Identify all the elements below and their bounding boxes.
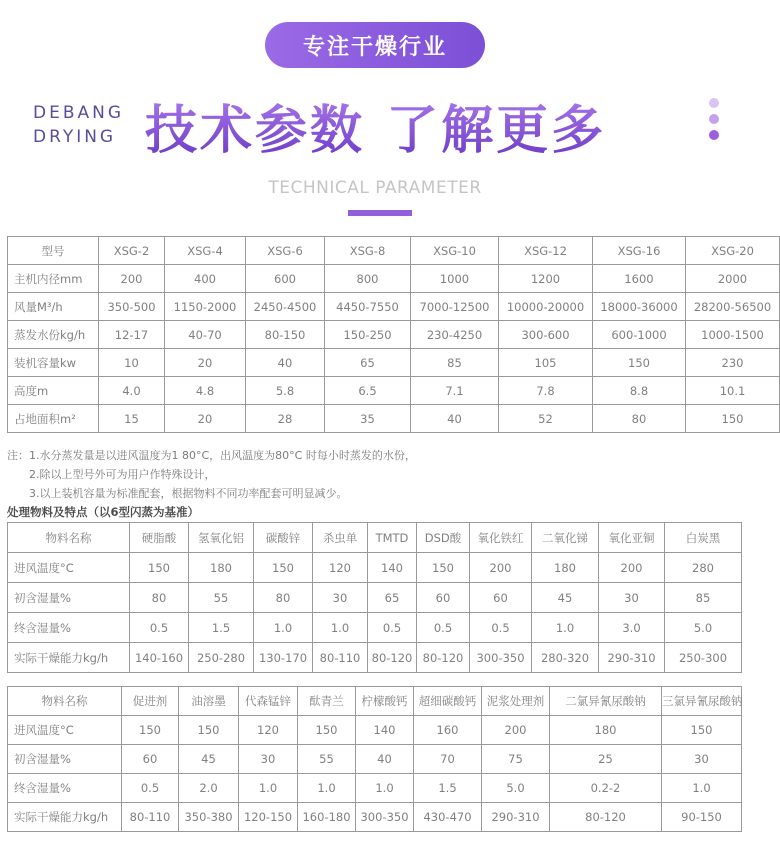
- table-row: [8, 687, 742, 716]
- materials-table-1: [7, 522, 742, 673]
- table-cell: 120: [239, 716, 298, 745]
- note-line-1: 注：1.水分蒸发量是以进风温度为1 80°C，出风温度为80°C 时每小时蒸发的水份，: [7, 449, 416, 462]
- header-cell: 杀虫单: [313, 523, 368, 553]
- table-cell: 5.8: [246, 377, 325, 405]
- row-label-cell: 进风温度°C: [8, 716, 122, 745]
- dot-icon-3: [709, 130, 719, 140]
- table-cell: 5.0: [482, 774, 550, 803]
- table-cell: 35: [325, 405, 411, 433]
- table-cell: 150: [417, 553, 470, 583]
- header-cell: 白炭黑: [665, 523, 742, 553]
- header-cell: 酞青兰: [298, 687, 356, 716]
- table-cell: 65: [325, 349, 411, 377]
- table-cell: 350-500: [99, 293, 165, 321]
- table-cell: 2.0: [179, 774, 239, 803]
- table-cell: 30: [599, 583, 665, 613]
- table-cell: 200: [470, 553, 532, 583]
- table-cell: 4.8: [165, 377, 246, 405]
- table-cell: 200: [599, 553, 665, 583]
- table-cell: 80-120: [417, 643, 470, 673]
- table-row: [8, 774, 742, 803]
- row-label-cell: 终含湿量%: [8, 774, 122, 803]
- table-row: [8, 745, 742, 774]
- spec-table: [7, 236, 780, 433]
- table-cell: 80-120: [550, 803, 662, 832]
- table-cell: 85: [411, 349, 499, 377]
- table-cell: 40-70: [165, 321, 246, 349]
- table-cell: 1150-2000: [165, 293, 246, 321]
- row-label-cell: 物料名称: [8, 687, 122, 716]
- table-cell: 160-180: [298, 803, 356, 832]
- slogan-pill: 专注干燥行业: [265, 22, 485, 68]
- table-row: [8, 643, 742, 673]
- header-cell: 三氯异氰尿酸钠: [662, 687, 742, 716]
- header-cell: XSG-12: [499, 237, 593, 265]
- table-cell: 180: [532, 553, 599, 583]
- row-label-cell: 装机容量kw: [8, 349, 99, 377]
- table-cell: 60: [417, 583, 470, 613]
- table-cell: 18000-36000: [593, 293, 686, 321]
- table-row: [8, 613, 742, 643]
- table-cell: 80: [593, 405, 686, 433]
- table-cell: 130-170: [254, 643, 313, 673]
- table-cell: 1000-1500: [686, 321, 780, 349]
- table-cell: 8.8: [593, 377, 686, 405]
- note-line-3: 3.以上装机容量为标准配套，根据物料不同功率配套可明显减少。: [29, 487, 348, 500]
- table-row: [8, 293, 780, 321]
- table-cell: 200: [99, 265, 165, 293]
- header-cell: 氧化亚铜: [599, 523, 665, 553]
- table-cell: 250-300: [665, 643, 742, 673]
- table-cell: 40: [356, 745, 414, 774]
- row-label-cell: 主机内径mm: [8, 265, 99, 293]
- table-cell: 7000-12500: [411, 293, 499, 321]
- table-cell: 200: [482, 716, 550, 745]
- table-cell: 230: [686, 349, 780, 377]
- table-cell: 140-160: [130, 643, 189, 673]
- row-label-cell: 风量M³/h: [8, 293, 99, 321]
- table-cell: 7.1: [411, 377, 499, 405]
- table-cell: 160: [414, 716, 482, 745]
- table-cell: 80: [254, 583, 313, 613]
- table-cell: 290-310: [599, 643, 665, 673]
- row-label-cell: 占地面积m²: [8, 405, 99, 433]
- table-cell: 80-110: [122, 803, 179, 832]
- table-cell: 10: [99, 349, 165, 377]
- table-cell: 280: [665, 553, 742, 583]
- table-cell: 2000: [686, 265, 780, 293]
- table-cell: 0.5: [130, 613, 189, 643]
- table-cell: 140: [356, 716, 414, 745]
- table-cell: 150: [122, 716, 179, 745]
- table-cell: 0.5: [417, 613, 470, 643]
- table-cell: 250-280: [189, 643, 254, 673]
- table-cell: 80: [130, 583, 189, 613]
- header-cell: XSG-20: [686, 237, 780, 265]
- table-cell: 3.0: [599, 613, 665, 643]
- section-subtitle: TECHNICAL PARAMETER: [268, 178, 482, 198]
- table-cell: 430-470: [414, 803, 482, 832]
- table-cell: 0.5: [470, 613, 532, 643]
- header-cell: 超细碳酸钙: [414, 687, 482, 716]
- table-cell: 150: [662, 716, 742, 745]
- table-cell: 300-600: [499, 321, 593, 349]
- table-cell: 12-17: [99, 321, 165, 349]
- table-cell: 20: [165, 349, 246, 377]
- table-cell: 600: [246, 265, 325, 293]
- table-cell: 1200: [499, 265, 593, 293]
- table-cell: 120: [313, 553, 368, 583]
- row-label-cell: 型号: [8, 237, 99, 265]
- table-cell: 30: [662, 745, 742, 774]
- table-cell: 60: [122, 745, 179, 774]
- table-cell: 150: [130, 553, 189, 583]
- table-cell: 1.0: [356, 774, 414, 803]
- header-cell: DSD酸: [417, 523, 470, 553]
- table-cell: 150-250: [325, 321, 411, 349]
- subtitle-underline: [348, 210, 412, 216]
- row-label-cell: 物料名称: [8, 523, 130, 553]
- materials-table-2: [7, 686, 742, 832]
- table-cell: 4450-7550: [325, 293, 411, 321]
- table-row: [8, 237, 780, 265]
- table-row: [8, 349, 780, 377]
- table-cell: 150: [593, 349, 686, 377]
- table-cell: 300-350: [470, 643, 532, 673]
- table-cell: 0.5: [368, 613, 417, 643]
- table-cell: 350-380: [179, 803, 239, 832]
- row-label-cell: 实际干燥能力kg/h: [8, 803, 122, 832]
- table-cell: 1.5: [189, 613, 254, 643]
- header-cell: TMTD: [368, 523, 417, 553]
- header-cell: 促进剂: [122, 687, 179, 716]
- table-cell: 150: [254, 553, 313, 583]
- header-cell: 油溶墨: [179, 687, 239, 716]
- table-cell: 400: [165, 265, 246, 293]
- table-cell: 0.5: [122, 774, 179, 803]
- table-cell: 80-120: [368, 643, 417, 673]
- table-cell: 2450-4500: [246, 293, 325, 321]
- header-cell: 碳酸锌: [254, 523, 313, 553]
- table-cell: 0.2-2: [550, 774, 662, 803]
- page-headline: 技术参数 了解更多: [145, 88, 606, 163]
- table-cell: 80-150: [246, 321, 325, 349]
- table-cell: 6.5: [325, 377, 411, 405]
- table-cell: 52: [499, 405, 593, 433]
- table-row: [8, 716, 742, 745]
- table-row: [8, 583, 742, 613]
- row-label-cell: 高度m: [8, 377, 99, 405]
- table-cell: 1.0: [239, 774, 298, 803]
- table-cell: 45: [179, 745, 239, 774]
- notes-block: [7, 446, 416, 503]
- row-label-cell: 初含湿量%: [8, 583, 130, 613]
- table-cell: 80-110: [313, 643, 368, 673]
- table-cell: 150: [179, 716, 239, 745]
- table-cell: 230-4250: [411, 321, 499, 349]
- table-cell: 7.8: [499, 377, 593, 405]
- table-row: [8, 405, 780, 433]
- table-row: [8, 321, 780, 349]
- table-cell: 290-310: [482, 803, 550, 832]
- row-label-cell: 进风温度°C: [8, 553, 130, 583]
- note-line-2: 2.除以上型号外可为用户作特殊设计，: [29, 468, 216, 481]
- header-cell: 柠檬酸钙: [356, 687, 414, 716]
- table-cell: 25: [550, 745, 662, 774]
- table-row: [8, 265, 780, 293]
- table-cell: 800: [325, 265, 411, 293]
- table-cell: 28: [246, 405, 325, 433]
- brand-line-2: DRYING: [33, 127, 117, 147]
- table-cell: 5.0: [665, 613, 742, 643]
- table-cell: 1.0: [313, 613, 368, 643]
- table-cell: 1.0: [662, 774, 742, 803]
- table-cell: 30: [313, 583, 368, 613]
- header-cell: XSG-2: [99, 237, 165, 265]
- header-cell: XSG-4: [165, 237, 246, 265]
- row-label-cell: 实际干燥能力kg/h: [8, 643, 130, 673]
- header-cell: XSG-16: [593, 237, 686, 265]
- decorative-dots: [709, 98, 721, 146]
- brand-logo-text: [33, 101, 124, 149]
- table-cell: 180: [550, 716, 662, 745]
- brand-line-1: DEBANG: [33, 103, 125, 123]
- header-cell: XSG-8: [325, 237, 411, 265]
- table-cell: 20: [165, 405, 246, 433]
- table-cell: 150: [298, 716, 356, 745]
- table-cell: 70: [414, 745, 482, 774]
- table-cell: 105: [499, 349, 593, 377]
- table-cell: 280-320: [532, 643, 599, 673]
- table-cell: 85: [665, 583, 742, 613]
- table-cell: 1600: [593, 265, 686, 293]
- header-cell: 氢氧化铝: [189, 523, 254, 553]
- table-cell: 55: [189, 583, 254, 613]
- table-cell: 65: [368, 583, 417, 613]
- table-cell: 60: [470, 583, 532, 613]
- table-cell: 1000: [411, 265, 499, 293]
- table-cell: 28200-56500: [686, 293, 780, 321]
- table-cell: 75: [482, 745, 550, 774]
- table-cell: 1.5: [414, 774, 482, 803]
- table-cell: 40: [246, 349, 325, 377]
- table-cell: 150: [686, 405, 780, 433]
- header-cell: XSG-10: [411, 237, 499, 265]
- table-cell: 600-1000: [593, 321, 686, 349]
- table-row: [8, 523, 742, 553]
- header-cell: 硬脂酸: [130, 523, 189, 553]
- dot-icon-2: [709, 114, 719, 124]
- table-cell: 300-350: [356, 803, 414, 832]
- header-cell: 代森锰锌: [239, 687, 298, 716]
- materials-section-title: 处理物料及特点（以6型闪蒸为基准）: [7, 505, 199, 519]
- table-row: [8, 377, 780, 405]
- table-cell: 140: [368, 553, 417, 583]
- table-cell: 1.0: [254, 613, 313, 643]
- dot-icon-1: [709, 98, 719, 108]
- table-cell: 15: [99, 405, 165, 433]
- header-cell: 二氧化锑: [532, 523, 599, 553]
- table-cell: 55: [298, 745, 356, 774]
- table-cell: 45: [532, 583, 599, 613]
- header-cell: XSG-6: [246, 237, 325, 265]
- table-cell: 1.0: [532, 613, 599, 643]
- table-row: [8, 553, 742, 583]
- table-cell: 120-150: [239, 803, 298, 832]
- header-cell: 泥浆处理剂: [482, 687, 550, 716]
- table-cell: 10000-20000: [499, 293, 593, 321]
- row-label-cell: 初含湿量%: [8, 745, 122, 774]
- table-cell: 180: [189, 553, 254, 583]
- table-cell: 10.1: [686, 377, 780, 405]
- table-cell: 4.0: [99, 377, 165, 405]
- table-cell: 30: [239, 745, 298, 774]
- table-cell: 40: [411, 405, 499, 433]
- row-label-cell: 终含湿量%: [8, 613, 130, 643]
- table-row: [8, 803, 742, 832]
- header-cell: 氧化铁红: [470, 523, 532, 553]
- header-cell: 二氯异氰尿酸钠: [550, 687, 662, 716]
- table-cell: 90-150: [662, 803, 742, 832]
- row-label-cell: 蒸发水份kg/h: [8, 321, 99, 349]
- table-cell: 1.0: [298, 774, 356, 803]
